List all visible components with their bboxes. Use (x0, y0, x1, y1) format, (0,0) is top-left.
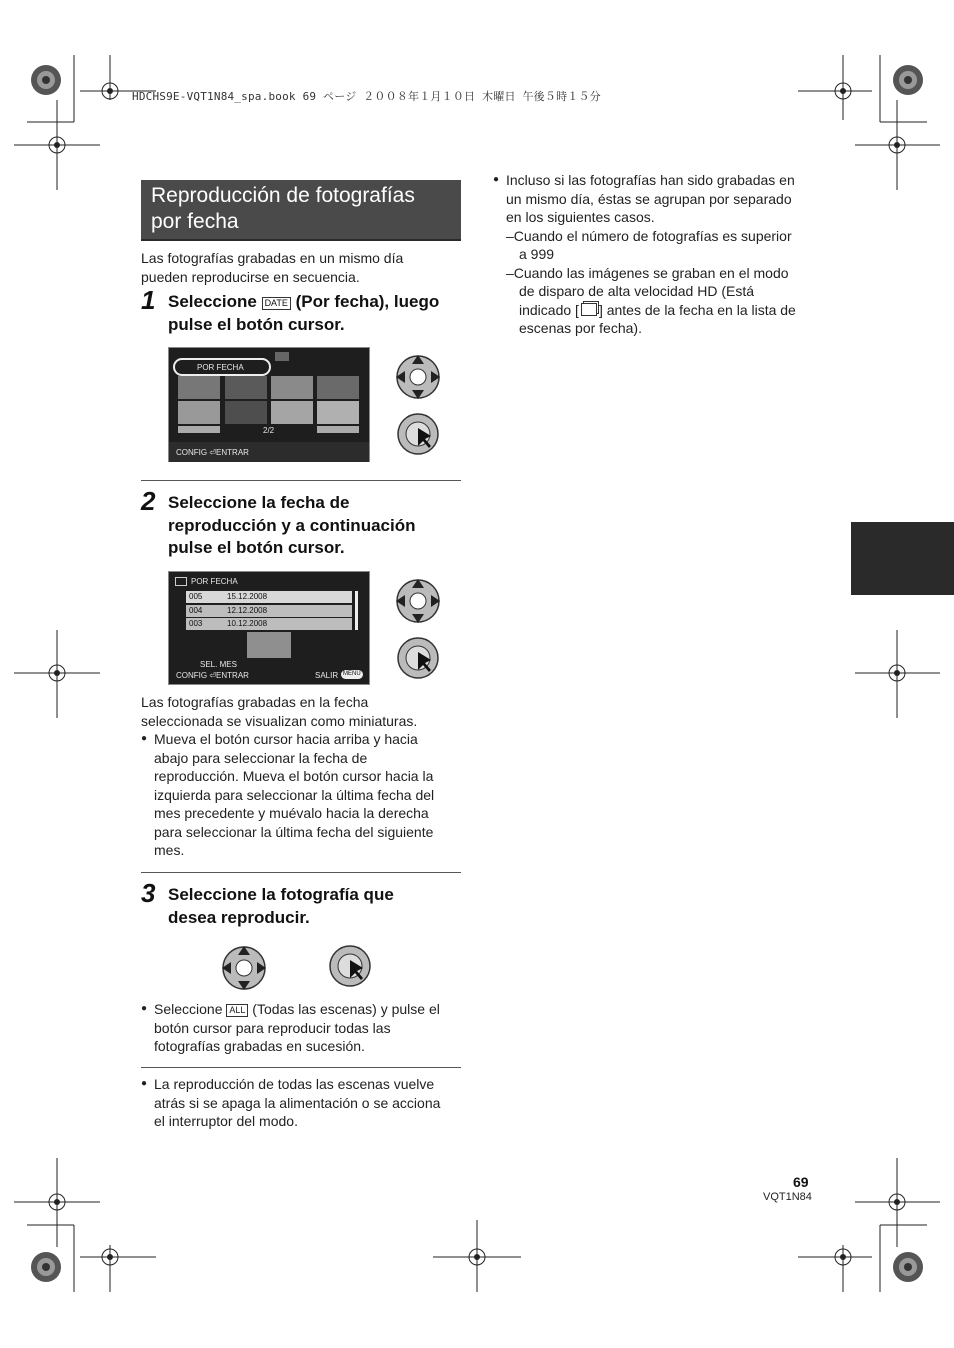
row-date: 15.12.2008 (227, 592, 268, 601)
print-header: HDCHS9E-VQT1N84_spa.book 69 ページ ２００８年１月１０日 木曜日 午後５時１５分 (132, 90, 601, 103)
bullet-line: un mismo día, éstas se agrupan por separado (506, 190, 792, 207)
step2-line: Seleccione la fecha de (168, 493, 350, 512)
camera-screen-date-list (168, 571, 370, 685)
description-line: seleccionada se visualizan como miniaturas. (141, 712, 418, 729)
dash-line: ] antes de la fecha en la lista de (598, 301, 796, 318)
bullet-line: abajo para seleccionar la fecha de (154, 749, 368, 766)
row-id: 003 (189, 619, 203, 628)
bullet-line: izquierda para seleccionar la última fecha del (154, 786, 435, 803)
camera-screen-thumbnails (168, 347, 370, 462)
date-row (186, 605, 352, 617)
joystick-arrows-icon (394, 577, 442, 625)
next-page-bar (317, 426, 359, 433)
step2-description (141, 693, 471, 860)
thumbnail (178, 376, 220, 399)
divider (141, 872, 461, 873)
intro-line: Las fotografías grabadas en un mismo día (141, 250, 404, 266)
all-icon: ALL (226, 1004, 248, 1017)
chapter-tab (851, 522, 954, 595)
thumbnail (317, 376, 359, 399)
joystick-arrows-icon (220, 944, 268, 992)
step2-bullet (141, 730, 471, 860)
section-title (141, 180, 461, 241)
dash-line: a 999 (519, 246, 555, 262)
bullet-line: en los siguientes casos. (506, 209, 655, 225)
date-list-icon (175, 577, 187, 586)
bullet-text: Seleccione (154, 1001, 223, 1017)
bullet-line: Mueva el botón cursor hacia arriba y hacia (154, 731, 418, 747)
note-line: atrás si se apaga la alimentación o se acciona (154, 1094, 441, 1111)
tab-label: POR FECHA (197, 363, 244, 372)
note-line: La reproducción de todas las escenas vuelve (154, 1076, 435, 1092)
footer-text: CONFIG ⏎ENTRAR (176, 448, 249, 457)
section-title-line1: Reproducción de fotografías (151, 184, 415, 207)
date-list-title: POR FECHA (191, 577, 238, 586)
dash-item-1 (493, 227, 823, 264)
thumbnail (271, 401, 313, 424)
bullet-line: botón cursor para reproducir todas las (154, 1019, 391, 1036)
bullet-line: Incluso si las fotografías han sido grabadas en (506, 172, 795, 188)
dash-line: de disparo de alta velocidad HD (Está (519, 283, 755, 299)
scrollbar (355, 591, 358, 630)
document-code: VQT1N84 (763, 1191, 812, 1203)
dash-item-2 (493, 264, 823, 338)
bullet-icon: ● (141, 1003, 148, 1014)
step1-text (168, 291, 468, 336)
step-number: 3 (141, 878, 156, 908)
joystick-press-icon (328, 944, 372, 988)
bullet-line: mes precedente y muévalo hacia la derecha (154, 805, 429, 821)
note-line: el interruptor del modo. (154, 1113, 298, 1129)
dash-line: –Cuando las imágenes se graban en el modo (506, 264, 789, 281)
tab-icon (275, 352, 289, 361)
thumbnail (178, 401, 220, 424)
thumbnail (225, 401, 267, 424)
right-column (493, 171, 823, 338)
dash-line: indicado [ (519, 301, 579, 318)
sel-mes-label: SEL. MES (200, 660, 237, 669)
thumbnail (317, 401, 359, 424)
page-number: 69 (793, 1174, 809, 1190)
joystick-press-icon (396, 636, 440, 680)
dash-line: escenas por fecha). (519, 320, 642, 336)
bullet-line: reproducción. Mueva el botón cursor hacia la (154, 768, 434, 784)
divider (141, 480, 461, 481)
row-id: 004 (189, 606, 203, 615)
step1-text-b: (Por fecha), luego (295, 292, 440, 311)
section-title-line2: por fecha (151, 210, 239, 233)
row-id: 005 (189, 592, 203, 601)
row-date: 10.12.2008 (227, 619, 268, 628)
bullet-line: fotografías grabadas en sucesión. (154, 1038, 365, 1054)
step3-text (168, 884, 468, 929)
intro-line: pueden reproducirse en secuencia. (141, 268, 360, 285)
menu-badge: MENU (343, 671, 361, 677)
footer-text: CONFIG ⏎ENTRAR (176, 671, 249, 680)
joystick-press-icon (396, 412, 440, 456)
date-icon: DATE (262, 297, 291, 310)
step2-line: reproducción y a continuación (168, 515, 416, 535)
step1-text-a: Seleccione (168, 292, 257, 311)
multi-scene-icon (581, 303, 597, 316)
joystick-arrows-icon (394, 353, 442, 401)
divider (141, 1067, 461, 1068)
salir-label: SALIR (315, 671, 339, 680)
page-indicator: 2/2 (263, 426, 275, 435)
intro-text (141, 249, 461, 286)
date-row-selected (186, 591, 352, 603)
date-row (186, 618, 352, 630)
step3-line: Seleccione la fotografía que (168, 885, 394, 904)
bullet-icon: ● (141, 1078, 148, 1089)
thumbnail (225, 376, 267, 399)
dash-line: –Cuando el número de fotografías es superior (506, 227, 792, 244)
step3-bullet (141, 1000, 471, 1056)
step-number: 1 (141, 285, 156, 315)
bullet-icon: ● (141, 733, 148, 744)
step1-text-line2: pulse el botón cursor. (168, 314, 345, 334)
step-number: 2 (141, 486, 156, 516)
preview-thumbnail (247, 632, 291, 658)
description-line: Las fotografías grabadas en la fecha (141, 694, 369, 710)
bullet-icon: ● (493, 174, 500, 185)
step3-line: desea reproducir. (168, 907, 310, 927)
bullet-text: (Todas las escenas) y pulse el (252, 1001, 440, 1017)
prev-page-bar (178, 426, 220, 433)
row-date: 12.12.2008 (227, 606, 268, 615)
bullet-line: para seleccionar la última fecha del siguiente (154, 823, 434, 840)
step2-line: pulse el botón cursor. (168, 538, 345, 557)
step2-text (168, 492, 468, 560)
bullet-line: mes. (154, 842, 185, 858)
note (141, 1075, 471, 1131)
thumbnail (271, 376, 313, 399)
